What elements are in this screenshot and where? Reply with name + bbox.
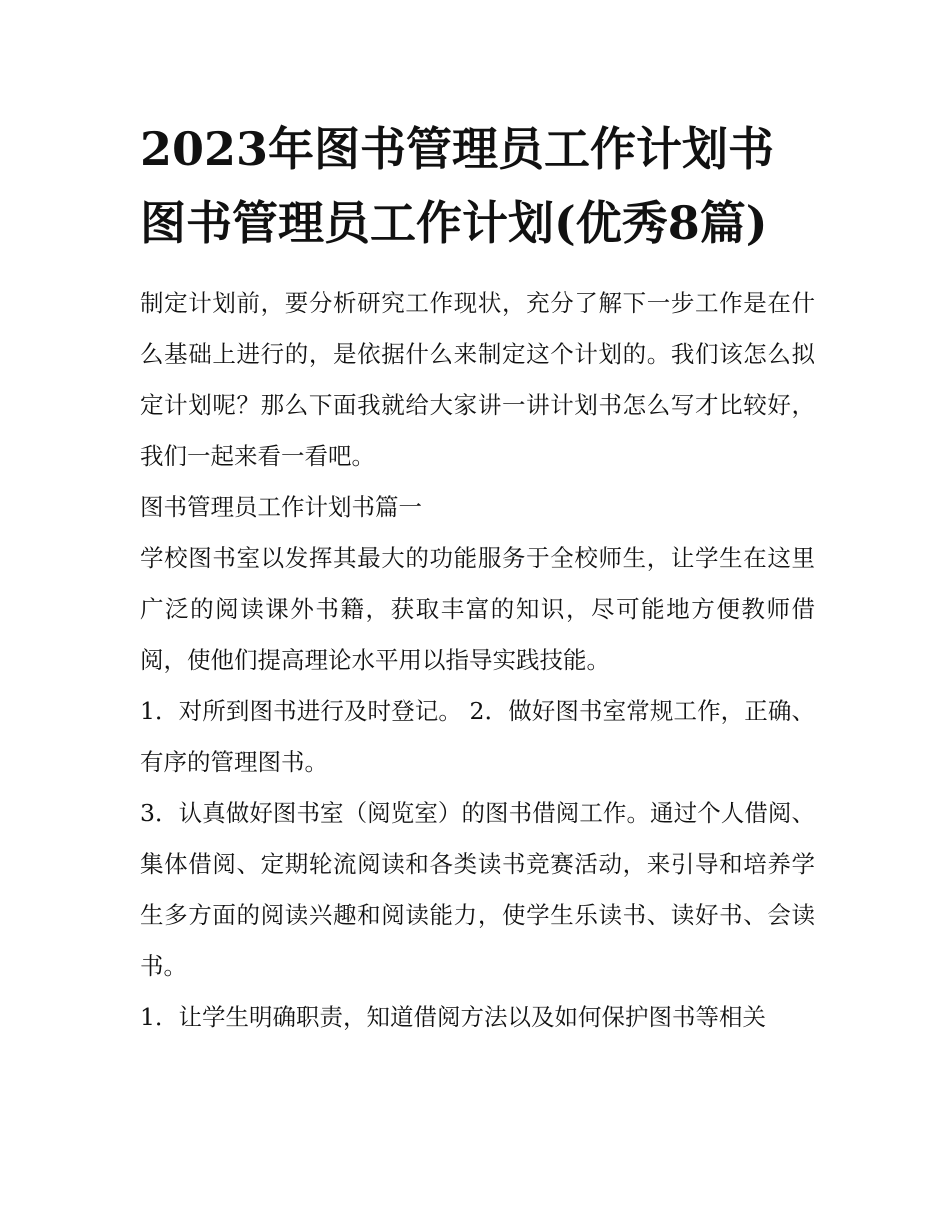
section-heading: 图书管理员工作计划书篇一 (140, 493, 422, 521)
list-item: 1．让学生明确职责，知道借阅方法以及如何保护图书等相关 (140, 1003, 766, 1031)
list-item: 3．认真做好图书室（阅览室）的图书借阅工作。通过个人借阅、集体借阅、定期轮流阅读和各类读书竞赛活动，来引导和培养学生多方面的阅读兴趣和阅读能力，使学生乐读书、读好书、会读书。 (140, 799, 815, 980)
body-paragraph: 学校图书室以发挥其最大的功能服务于全校师生，让学生在这里广泛的阅读课外书籍，获取丰富的知识，尽可能地方便教师借阅，使他们提高理论水平用以指导实践技能。 (140, 544, 815, 674)
list-item: 1．对所到图书进行及时登记。 2．做好图书室常规工作，正确、有序的管理图书。 (140, 697, 815, 776)
document-body (140, 112, 815, 1043)
intro-paragraph: 制定计划前，要分析研究工作现状，充分了解下一步工作是在什么基础上进行的，是依据什么来制定这个计划的。我们该怎么拟定计划呢？那么下面我就给大家讲一讲计划书怎么写才比较好，我们一起来看一看吧。 (140, 289, 815, 470)
document-title: 2023年图书管理员工作计划书 图书管理员工作计划(优秀8篇) (140, 122, 775, 250)
